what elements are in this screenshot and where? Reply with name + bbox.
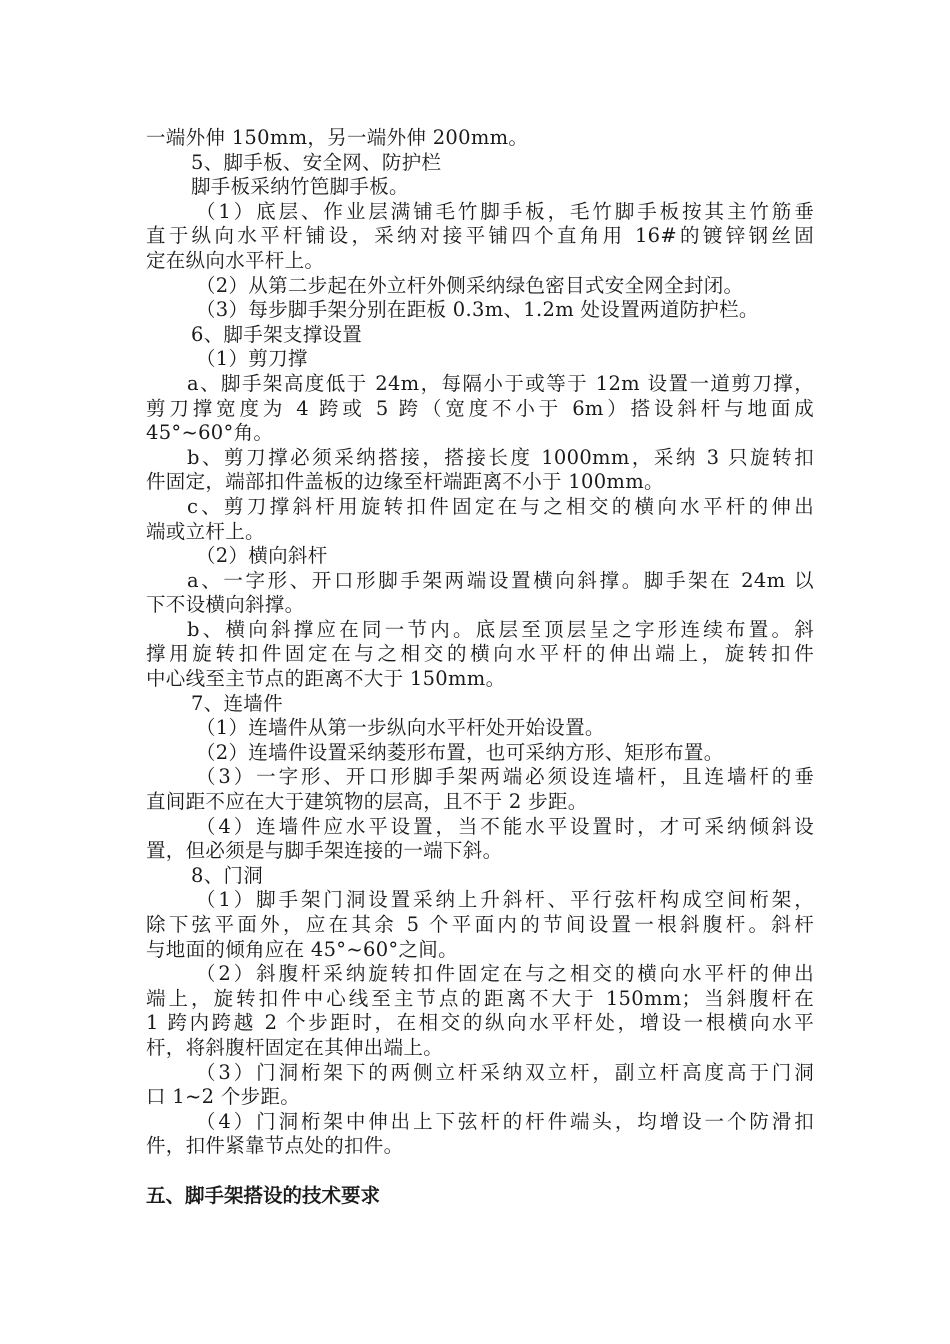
paragraph-line: a、脚手架高度低于 24m，每隔小于或等于 12m 设置一道剪刀撑， xyxy=(187,371,814,395)
document-body xyxy=(146,126,814,1209)
paragraph-line: 口 1~2 个步距。 xyxy=(146,1085,301,1109)
paragraph-line: b、横向斜撑应在同一节内。底层至顶层呈之字形连续布置。斜 xyxy=(187,617,814,641)
paragraph-line: （4）连墙件应水平设置，当不能水平设置时，才可采纳倾斜设 xyxy=(196,814,814,838)
paragraph-line: （2）从第二步起在外立杆外侧采纳绿色密目式安全网全封闭。 xyxy=(196,273,744,297)
paragraph-line: c、剪刀撑斜杆用旋转扣件固定在与之相交的横向水平杆的伸出 xyxy=(187,494,814,518)
paragraph-line: 杆，将斜腹杆固定在其伸出端上。 xyxy=(146,1035,444,1059)
paragraph-line: 中心线至主节点的距离不大于 150mm。 xyxy=(146,667,506,691)
paragraph-line: 直于纵向水平杆铺设，采纳对接平铺四个直角用 16#的镀锌钢丝固 xyxy=(146,224,814,248)
paragraph-line: 件，扣件紧靠节点处的扣件。 xyxy=(146,1134,404,1158)
paragraph-line: （3）门洞桁架下的两侧立杆采纳双立杆，副立杆高度高于门洞 xyxy=(196,1060,814,1084)
paragraph-line: 端或立杆上。 xyxy=(146,519,265,543)
subsection-title: （1）剪刀撑 xyxy=(196,347,308,371)
paragraph-line: （3）一字形、开口形脚手架两端必须设连墙杆，且连墙杆的垂 xyxy=(196,765,814,789)
paragraph-line: 45°~60°角。 xyxy=(146,421,274,445)
paragraph-line: 除下弦平面外，应在其余 5 个平面内的节间设置一根斜腹杆。斜杆 xyxy=(146,913,814,936)
paragraph-line: 件固定，端部扣件盖板的边缘至杆端距离不小于 100mm。 xyxy=(146,470,664,494)
section-heading: 五、脚手架搭设的技术要求 xyxy=(146,1183,381,1207)
paragraph-line: a、一字形、开口形脚手架两端设置横向斜撑。脚手架在 24m 以 xyxy=(187,568,814,592)
paragraph-line: 撑用旋转扣件固定在与之相交的横向水平杆的伸出端上，旋转扣件 xyxy=(146,642,814,666)
paragraph-line: b、剪刀撑必须采纳搭接，搭接长度 1000mm，采纳 3 只旋转扣 xyxy=(187,445,814,469)
paragraph-line: （1）底层、作业层满铺毛竹脚手板，毛竹脚手板按其主竹筋垂 xyxy=(196,199,814,223)
paragraph-line: 脚手板采纳竹笆脚手板。 xyxy=(191,175,409,199)
paragraph-line: 下不设横向斜撑。 xyxy=(146,593,305,617)
paragraph-line: 一端外伸 150mm，另一端外伸 200mm。 xyxy=(146,126,529,149)
paragraph-line: 置，但必须是与脚手架连接的一端下斜。 xyxy=(146,839,503,863)
paragraph-line: （2）斜腹杆采纳旋转扣件固定在与之相交的横向水平杆的伸出 xyxy=(196,962,814,986)
subsection-title: 8、门洞 xyxy=(191,863,264,887)
paragraph-line: （4）门洞桁架中伸出上下弦杆的杆件端头，均增设一个防滑扣 xyxy=(196,1109,814,1133)
paragraph-line: 端上，旋转扣件中心线至主节点的距离不大于 150mm；当斜腹杆在 xyxy=(146,986,814,1010)
paragraph-line: 1 跨内跨越 2 个步距时，在相交的纵向水平杆处，增设一根横向水平 xyxy=(146,1011,814,1035)
paragraph-line: 直间距不应在大于建筑物的层高，且不于 2 步距。 xyxy=(146,790,588,814)
paragraph-line: 定在纵向水平杆上。 xyxy=(146,248,325,272)
paragraph-line: （1）脚手架门洞设置采纳上升斜杆、平行弦杆构成空间桁架， xyxy=(196,888,814,912)
subsection-title: 7、连墙件 xyxy=(191,691,283,715)
subsection-title: （2）横向斜杆 xyxy=(196,544,328,568)
paragraph-line: 剪刀撑宽度为 4 跨或 5 跨（宽度不小于 6m）搭设斜杆与地面成 xyxy=(146,396,814,420)
paragraph-line: （2）连墙件设置采纳菱形布置，也可采纳方形、矩形布置。 xyxy=(196,740,724,764)
subsection-title: 6、脚手架支撑设置 xyxy=(191,322,363,346)
paragraph-line: （3）每步脚手架分别在距板 0.3m、1.2m 处设置两道防护栏。 xyxy=(196,298,759,322)
paragraph-line: 与地面的倾角应在 45°~60°之间。 xyxy=(146,937,458,961)
paragraph-line: （1）连墙件从第一步纵向水平杆处开始设置。 xyxy=(196,716,605,740)
subsection-title: 5、脚手板、安全网、防护栏 xyxy=(191,150,442,174)
